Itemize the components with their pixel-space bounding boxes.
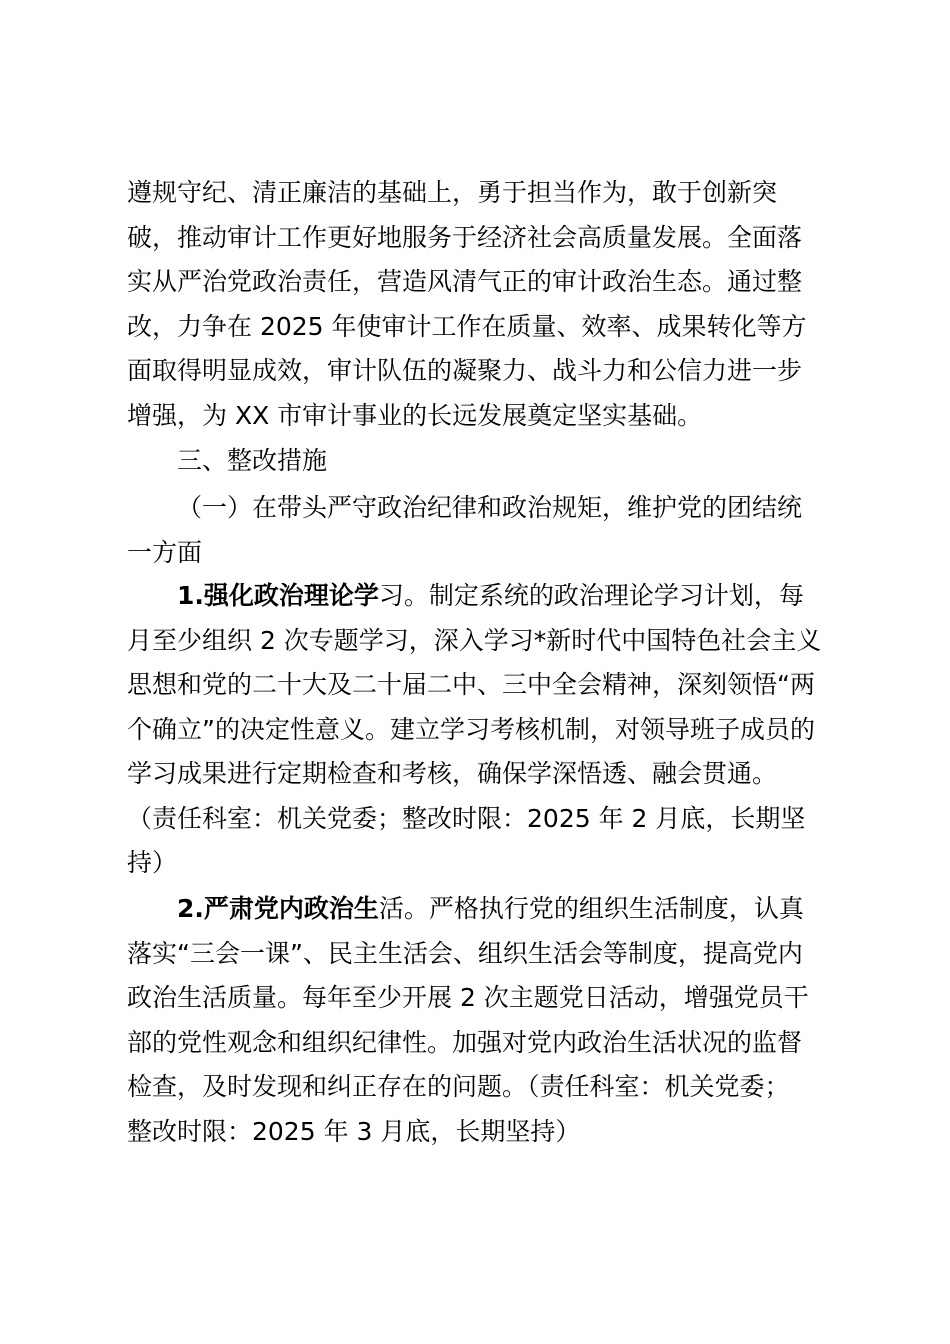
section-heading: 三、整改措施	[177, 446, 328, 475]
text-line: 实从严治党政治责任，营造风清气正的审计政治生态。通过整	[127, 267, 803, 296]
item1-paragraph	[127, 574, 827, 886]
text-line: 月至少组织 2 次专题学习，深入学习*新时代中国特色社会主义	[127, 625, 822, 655]
text-line: 增强，为 XX 市审计事业的长远发展奠定坚实基础。	[127, 400, 703, 430]
text-line: 面取得明显成效，审计队伍的凝聚力、战斗力和公信力进一步	[127, 356, 803, 385]
item2-first-line-rest: 活。严格执行党的组织生活制度，认真	[378, 894, 804, 923]
subsection-heading-line: （一）在带头严守政治纪律和政治规矩，维护党的团结统	[177, 493, 803, 522]
subsection-heading-block	[127, 486, 827, 575]
text-line: 部的党性观念和组织纪律性。加强对党内政治生活状况的监督	[127, 1027, 803, 1057]
text-line: 遵规守纪、清正廉洁的基础上，勇于担当作为，敢于创新突	[127, 178, 778, 207]
text-line: 破，推动审计工作更好地服务于经济社会高质量发展。全面落	[127, 222, 803, 252]
text-line: 学习成果进行定期检查和考核，确保学深悟透、融会贯通。	[127, 759, 778, 788]
text-line: 落实“三会一课”、民主生活会、组织生活会等制度，提高党内	[127, 938, 803, 968]
item1-title: 1.强化政治理论学	[177, 581, 379, 610]
text-line: （责任科室：机关党委；整改时限：2025 年 2 月底，长期坚	[127, 803, 806, 833]
text-line: 改，力争在 2025 年使审计工作在质量、效率、成果转化等方	[127, 311, 807, 341]
text-line: 检查，及时发现和纠正存在的问题。（责任科室：机关党委；	[127, 1072, 790, 1101]
intro-paragraph	[127, 171, 827, 438]
item2-first-line	[127, 887, 827, 932]
item2-paragraph	[127, 887, 827, 1154]
section-heading-block	[127, 439, 827, 484]
text-line: 持）	[127, 848, 178, 877]
text-line: 整改时限：2025 年 3 月底，长期坚持）	[127, 1116, 581, 1146]
subsection-heading-line: 一方面	[127, 537, 203, 567]
text-line: 政治生活质量。每年至少开展 2 次主题党日活动，增强党员干	[127, 983, 809, 1012]
item2-title: 2.严肃党内政治生	[177, 894, 379, 923]
text-line: 思想和党的二十大及二十届二中、三中全会精神，深刻领悟“两	[127, 670, 815, 699]
text-line: 个确立”的决定性意义。建立学习考核机制，对领导班子成员的	[127, 714, 815, 744]
item1-first-line-rest: 习。制定系统的政治理论学习计划，每	[378, 581, 804, 610]
item1-first-line	[127, 574, 827, 619]
